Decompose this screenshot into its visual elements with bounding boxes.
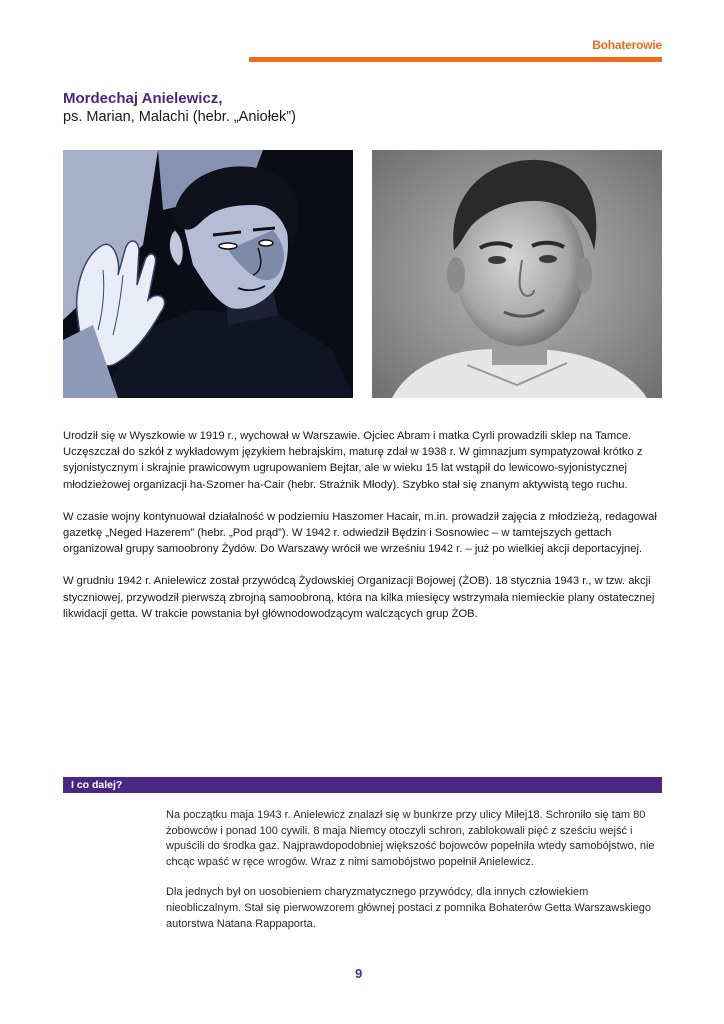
photo-art — [372, 150, 662, 398]
section-label: Bohaterowie — [592, 38, 662, 52]
after-paragraph: Na początku maja 1943 r. Anielewicz znalazł się w bunkrze przy ulicy Miłej18. Schroniło się tam 80 żobowców i ponad 100 cywili. 8 maja Niemcy otoczyli schron, zablokowali pięć z sześciu wejść i wpuścili do środka gaz. Najprawdopodobniej większość bojowców popełniła wtedy samobójstwo, nie chcąc wpaść w ręce wrogów. Wraz z nimi samobójstwo popełnił Anielewicz. — [166, 809, 655, 868]
bio-paragraph: W grudniu 1942 r. Anielewicz został przywódcą Żydowskiej Organizacji Bojowej (ŻOB). 18 stycznia 1943 r., w tzw. akcji styczniowej, przywodził pierwszą zbrojną samoobroną, która na kilka miesięcy wstrzymała niemieckie plany ostatecznej likwidacji getta. W trakcie powstania był głównodowodzącym walczących grup ŻOB. — [63, 575, 655, 620]
bio-paragraph: Urodził się w Wyszkowie w 1919 r., wychował w Warszawie. Ojciec Abram i matka Cyrli prowadzili sklep na Tamce. Uczęszczał do szkół z wykładowym językiem hebrajskim, maturę zdał w 1938 r. W gimnazjum sympatyzował krótko z syjonistycznym i skrajnie prawicowym ugrupowaniem Bejtar, ale w wieku 15 lat wstąpił do lewicowo-syjonistycznej młodzieżowej organizacji ha-Szomer ha-Cair (hebr. Strażnik Młody). Szybko stał się znanym aktywistą tego ruchu. — [63, 430, 643, 491]
section-bar — [63, 777, 662, 793]
after-paragraph: Dla jednych był on uosobieniem charyzmatycznego przywódcy, dla innych człowiekiem nieobliczalnym. Stał się pierwowzorem głównej postaci z pomnika Bohaterów Getta Warszawskiego autorstwa Natana Rappaporta. — [166, 886, 652, 930]
header-rule — [249, 57, 662, 62]
photo-portrait — [372, 150, 662, 398]
person-aliases: ps. Marian, Malachi (hebr. „Aniołek”) — [63, 109, 296, 125]
bio-paragraph: W czasie wojny kontynuował działalność w podziemiu Haszomer Hacair, m.in. prowadził zajęcia z młodzieżą, redagował gazetkę „Neged Hazerem” (hebr. „Pod prąd”). W 1942 r. odwiedził Będzin i Sosnowiec – w tamtejszych gettach organizował grupy samoobrony Żydów. Do Warszawy wrócił we wrześniu 1942 r. – już po wielkiej akcji deportacyjnej. — [63, 510, 657, 556]
after-section-text — [166, 808, 666, 947]
page-number: 9 — [355, 966, 363, 981]
person-name: Mordechaj Anielewicz, — [63, 90, 223, 107]
illustration-portrait — [63, 150, 353, 398]
biography — [63, 428, 663, 638]
illustration-art — [63, 150, 353, 398]
section-heading: I co dalej? — [71, 779, 123, 791]
